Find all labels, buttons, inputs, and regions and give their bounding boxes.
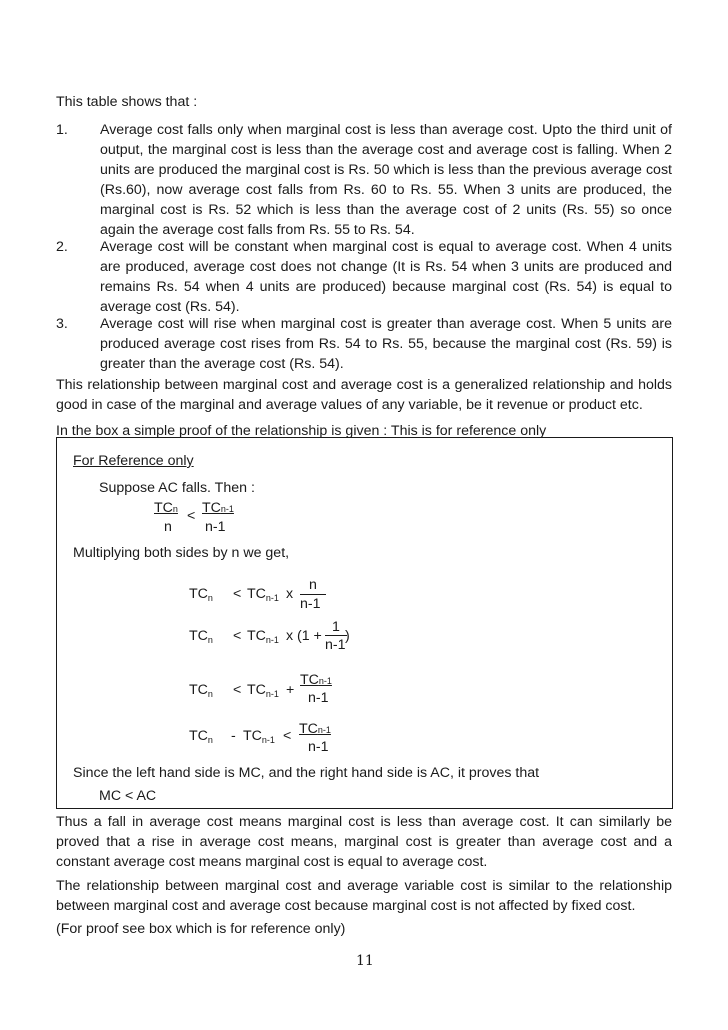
relationship-paragraph: This relationship between marginal cost and average cost is a generalized relationship and holds good in case of the marginal and average values of any variable, be it revenue or product etc. [56,377,672,413]
less-than-sign: < [233,682,242,698]
equation-term: $TC_n$ [189,728,213,745]
equation-term: $TC_{n-1}$ [247,628,279,645]
equation-term: $TC_n$ [189,628,213,645]
less-than-sign: < [233,586,242,602]
frac-denominator: n-1 [308,690,329,706]
point-text: Average cost will rise when marginal cost is greater than average cost. When 5 units are produced average cost rises from Rs. 54 to Rs. 55, because the marginal cost (Rs. 59) is greater than the average cost (Rs. 54). [100,316,672,372]
paren-close: ) [345,628,350,644]
less-than-sign: < [233,628,242,644]
plus-sign: + [286,682,295,698]
intro-text: This table shows that : [56,94,198,110]
conclusion-text: MC < AC [99,788,157,804]
equation-term: $TC_{n-1}$ [243,728,275,745]
multiply-text: Multiplying both sides by n we get, [73,545,290,561]
box-heading: For Reference only [73,453,194,469]
equation-term: $TC_n$ [189,586,213,603]
box-intro-text: In the box a simple proof of the relationship is given : This is for reference only [56,423,547,439]
multiply-sign: x [286,628,294,644]
equation-term: $TC_{n-1}$ [247,586,279,603]
page-number: 11 [356,953,374,969]
suppose-text: Suppose AC falls. Then : [99,480,255,496]
frac-numerator: TCn [154,500,178,516]
reference-box [56,437,673,809]
frac-denominator: n-1 [300,596,321,612]
frac-denominator: n-1 [205,519,226,535]
point-number: 1. [56,122,68,138]
frac-denominator: n-1 [308,739,329,755]
frac-numerator: TCn-1 [299,721,331,737]
less-than-sign: < [283,728,292,744]
less-than-sign: < [187,508,196,524]
equation-term: $TC_{n-1}$ [247,682,279,699]
equation-term: $TC_n$ [189,682,213,699]
point-number: 2. [56,239,68,255]
proof-note: (For proof see box which is for reference only) [56,921,346,937]
minus-sign: - [231,728,236,744]
frac-denominator: n [164,519,172,535]
point-number: 3. [56,316,68,332]
frac-numerator: n [309,577,317,593]
frac-numerator: TCn-1 [300,672,332,688]
frac-numerator: TCn-1 [202,500,234,516]
avc-paragraph: The relationship between marginal cost and average variable cost is similar to the relationship between marginal cost and average cost because marginal cost is not affected by fixed cost. [56,878,672,914]
fall-paragraph: Thus a fall in average cost means marginal cost is less than average cost. It can similarly be proved that a rise in average cost means, marginal cost is greater than average cost and a constant average cost means marginal cost is equal to average cost. [56,814,672,870]
point-text: Average cost will be constant when marginal cost is equal to average cost. When 4 units are produced, average cost does not change (It is Rs. 54 when 3 units are produced and remains Rs. 54 when 4 units are produced) because marginal cost (Rs. 54) is equal to average cost (Rs. 54). [100,239,672,315]
since-text: Since the left hand side is MC, and the right hand side is AC, it proves that [73,765,540,781]
paren-open: (1 + [297,628,322,644]
multiply-sign: x [286,586,294,602]
point-text: Average cost falls only when marginal cost is less than average cost. Upto the third unit of output, the marginal cost is less than the average cost and average cost is falling. When 2 units are produced the marginal cost is Rs. 50 which is less than the previous average cost (Rs.60), now average cost falls from Rs. 60 to Rs. 55. When 3 units are produced, the marginal cost is Rs. 52 which is less than the average cost of 2 units (Rs. 55) so once again the average cost falls from Rs. 55 to Rs. 54. [100,122,672,238]
frac-numerator: 1 [332,619,340,635]
frac-denominator: n-1 [325,637,346,653]
